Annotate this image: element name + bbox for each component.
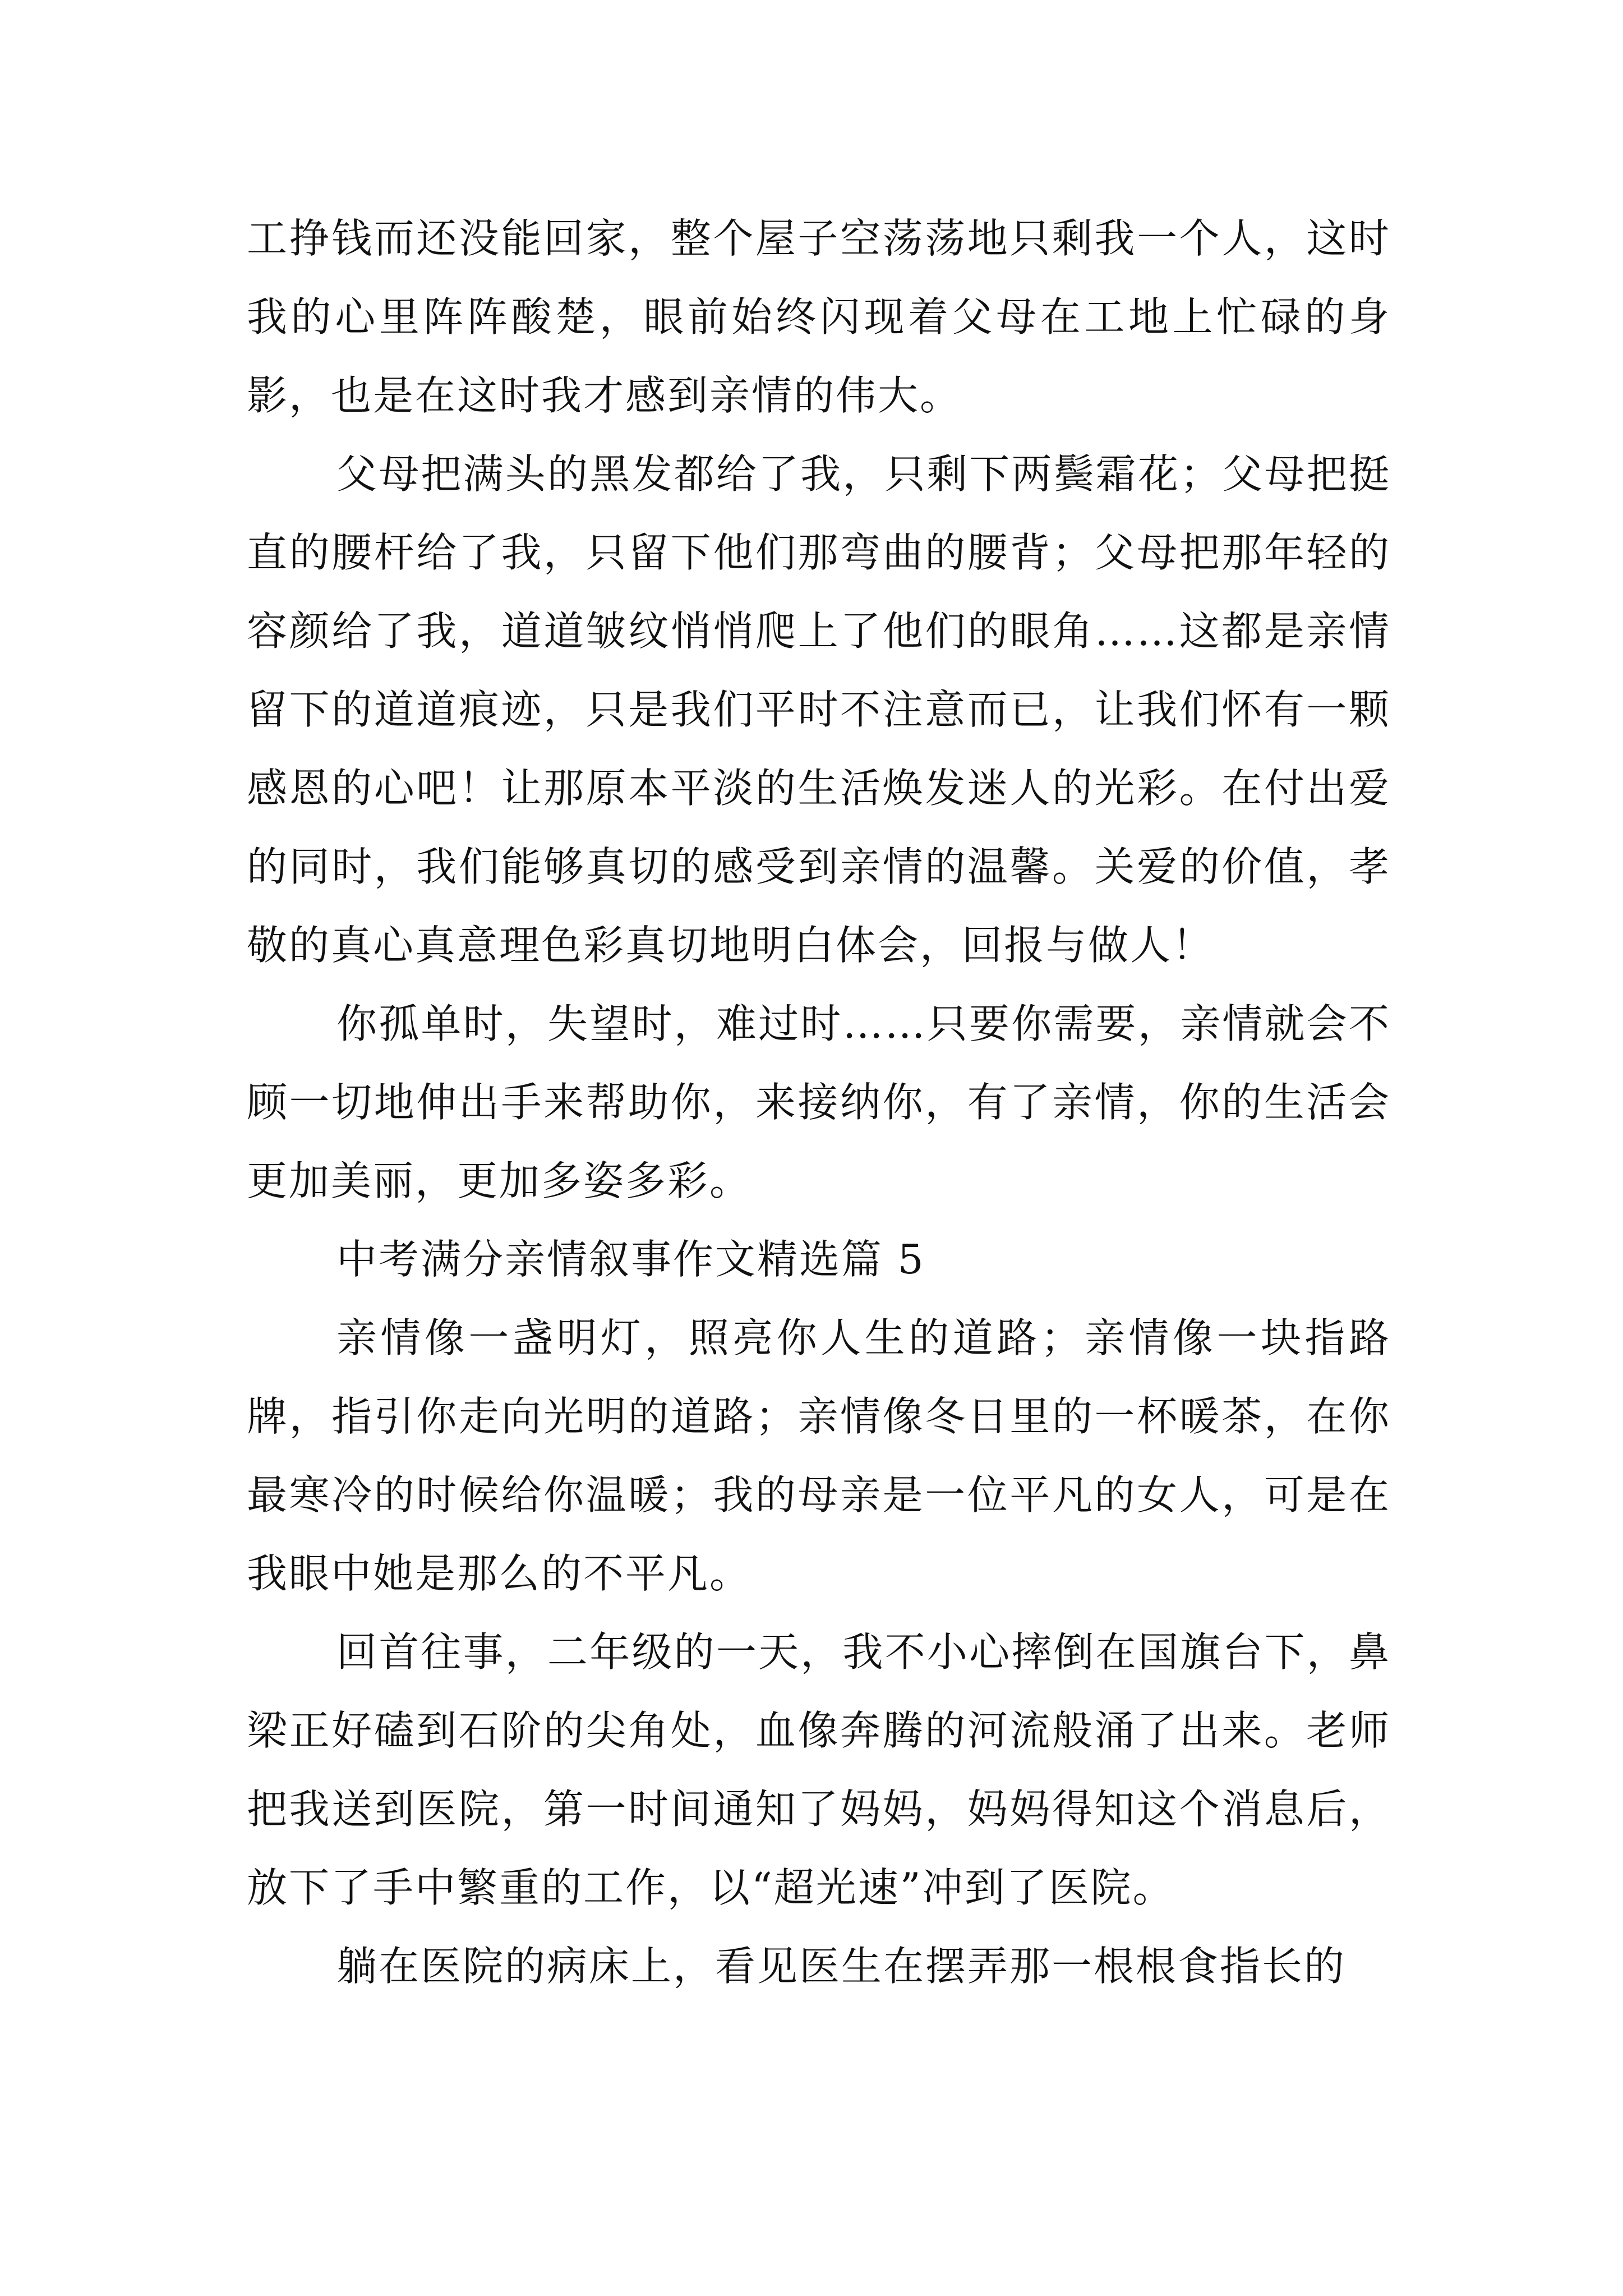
- paragraph-4: 亲情像一盏明灯，照亮你人生的道路；亲情像一块指路牌，指引你走向光明的道路；亲情像冬日里的一杯暖茶，在你最寒冷的时候给你温暖；我的母亲是一位平凡的女人，可是在我眼中她是那么的不平凡。: [247, 1314, 1391, 1597]
- document-body: [247, 199, 1391, 2005]
- paragraph-5: 回首往事，二年级的一天，我不小心摔倒在国旗台下，鼻梁正好磕到石阶的尖角处，血像奔腾的河流般涌了出来。老师把我送到医院，第一时间通知了妈妈，妈妈得知这个消息后，放下了手中繁重的工作，以“超光速”冲到了医院。: [247, 1628, 1391, 1911]
- paragraph-3: 你孤单时，失望时，难过时……只要你需要，亲情就会不顾一切地伸出手来帮助你，来接纳你，有了亲情，你的生活会更加美丽，更加多姿多彩。: [247, 1000, 1391, 1204]
- paragraph-2: 父母把满头的黑发都给了我，只剩下两鬓霜花；父母把挺直的腰杆给了我，只留下他们那弯曲的腰背；父母把那年轻的容颜给了我，道道皱纹悄悄爬上了他们的眼角……这都是亲情留下的道道痕迹，只是我们平时不注意而已，让我们怀有一颗感恩的心吧！让那原本平淡的生活焕发迷人的光彩。在付出爱的同时，我们能够真切的感受到亲情的温馨。关爱的价值，孝敬的真心真意理色彩真切地明白体会，回报与做人！: [247, 450, 1391, 969]
- paragraph-6: 躺在医院的病床上，看见医生在摆弄那一根根食指长的: [336, 1943, 1347, 1990]
- paragraph-1: 工挣钱而还没能回家，整个屋子空荡荡地只剩我一个人，这时我的心里阵阵酸楚，眼前始终闪现着父母在工地上忙碌的身影，也是在这时我才感到亲情的伟大。: [247, 215, 1391, 419]
- section-heading: 中考满分亲情叙事作文精选篇 5: [336, 1236, 925, 1283]
